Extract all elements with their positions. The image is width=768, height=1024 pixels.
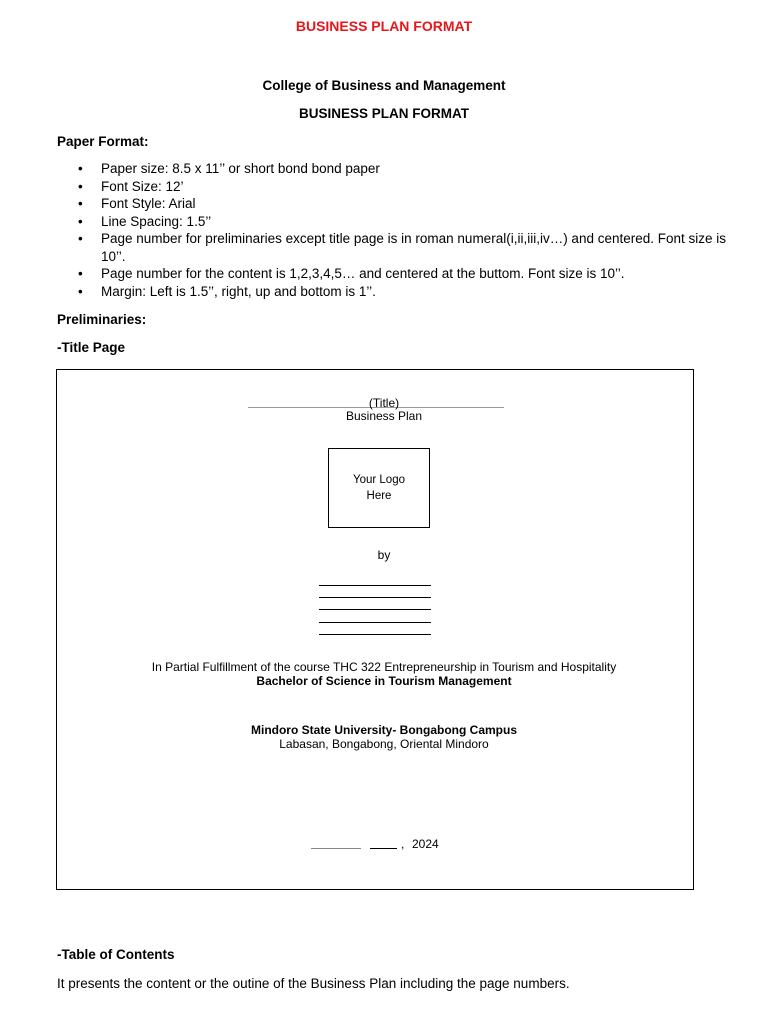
college-name: College of Business and Management [262, 78, 506, 93]
author-line [319, 585, 431, 586]
author-line [319, 634, 431, 635]
fulfillment-text: In Partial Fulfillment of the course THC 322 Entrepreneurship in Tourism and Hospitality [151, 660, 617, 674]
format-subtitle: BUSINESS PLAN FORMAT [298, 106, 469, 121]
list-item: • Paper size: 8.5 x 11’’ or short bond bond paper [101, 160, 751, 178]
logo-text-line1: Your Logo [352, 474, 405, 486]
by-label: by [377, 548, 391, 562]
title-page-heading: -Title Page [57, 340, 126, 355]
month-line [311, 848, 361, 849]
university-name: Mindoro State University- Bongabong Campus [250, 723, 517, 737]
date-separator: , [401, 837, 405, 851]
degree-name: Bachelor of Science in Tourism Management [256, 674, 512, 688]
paper-format-heading: Paper Format: [57, 134, 149, 149]
list-item: • Font Style: Arial [101, 195, 751, 213]
toc-description: It presents the content or the outine of the Business Plan including the page numbers. [57, 976, 570, 991]
author-line [319, 609, 431, 610]
list-item: • Page number for the content is 1,2,3,4,5… and centered at the buttom. Font size is 10’’. [101, 265, 751, 283]
university-address: Labasan, Bongabong, Oriental Mindoro [279, 737, 489, 751]
list-item: • Font Size: 12’ [101, 178, 751, 196]
business-plan-label: Business Plan [345, 409, 423, 423]
year-text: 2024 [412, 837, 439, 851]
logo-placeholder [328, 448, 430, 528]
title-placeholder: (Title) [368, 396, 400, 410]
list-item: • Page number for preliminaries except title page is in roman numeral(i,ii,iii,iv…) and centered. Font size is 10’’. [101, 230, 751, 265]
list-item: • Margin: Left is 1.5’’, right, up and bottom is 1’’. [101, 283, 751, 301]
list-item: • Line Spacing: 1.5’’ [101, 213, 751, 231]
preliminaries-heading: Preliminaries: [57, 312, 147, 327]
document-title: BUSINESS PLAN FORMAT [295, 18, 473, 34]
paper-format-list [57, 160, 751, 300]
author-line [319, 597, 431, 598]
logo-text-line2: Here [366, 490, 392, 502]
toc-heading: -Table of Contents [57, 947, 175, 962]
author-line [319, 622, 431, 623]
day-line [370, 848, 397, 849]
